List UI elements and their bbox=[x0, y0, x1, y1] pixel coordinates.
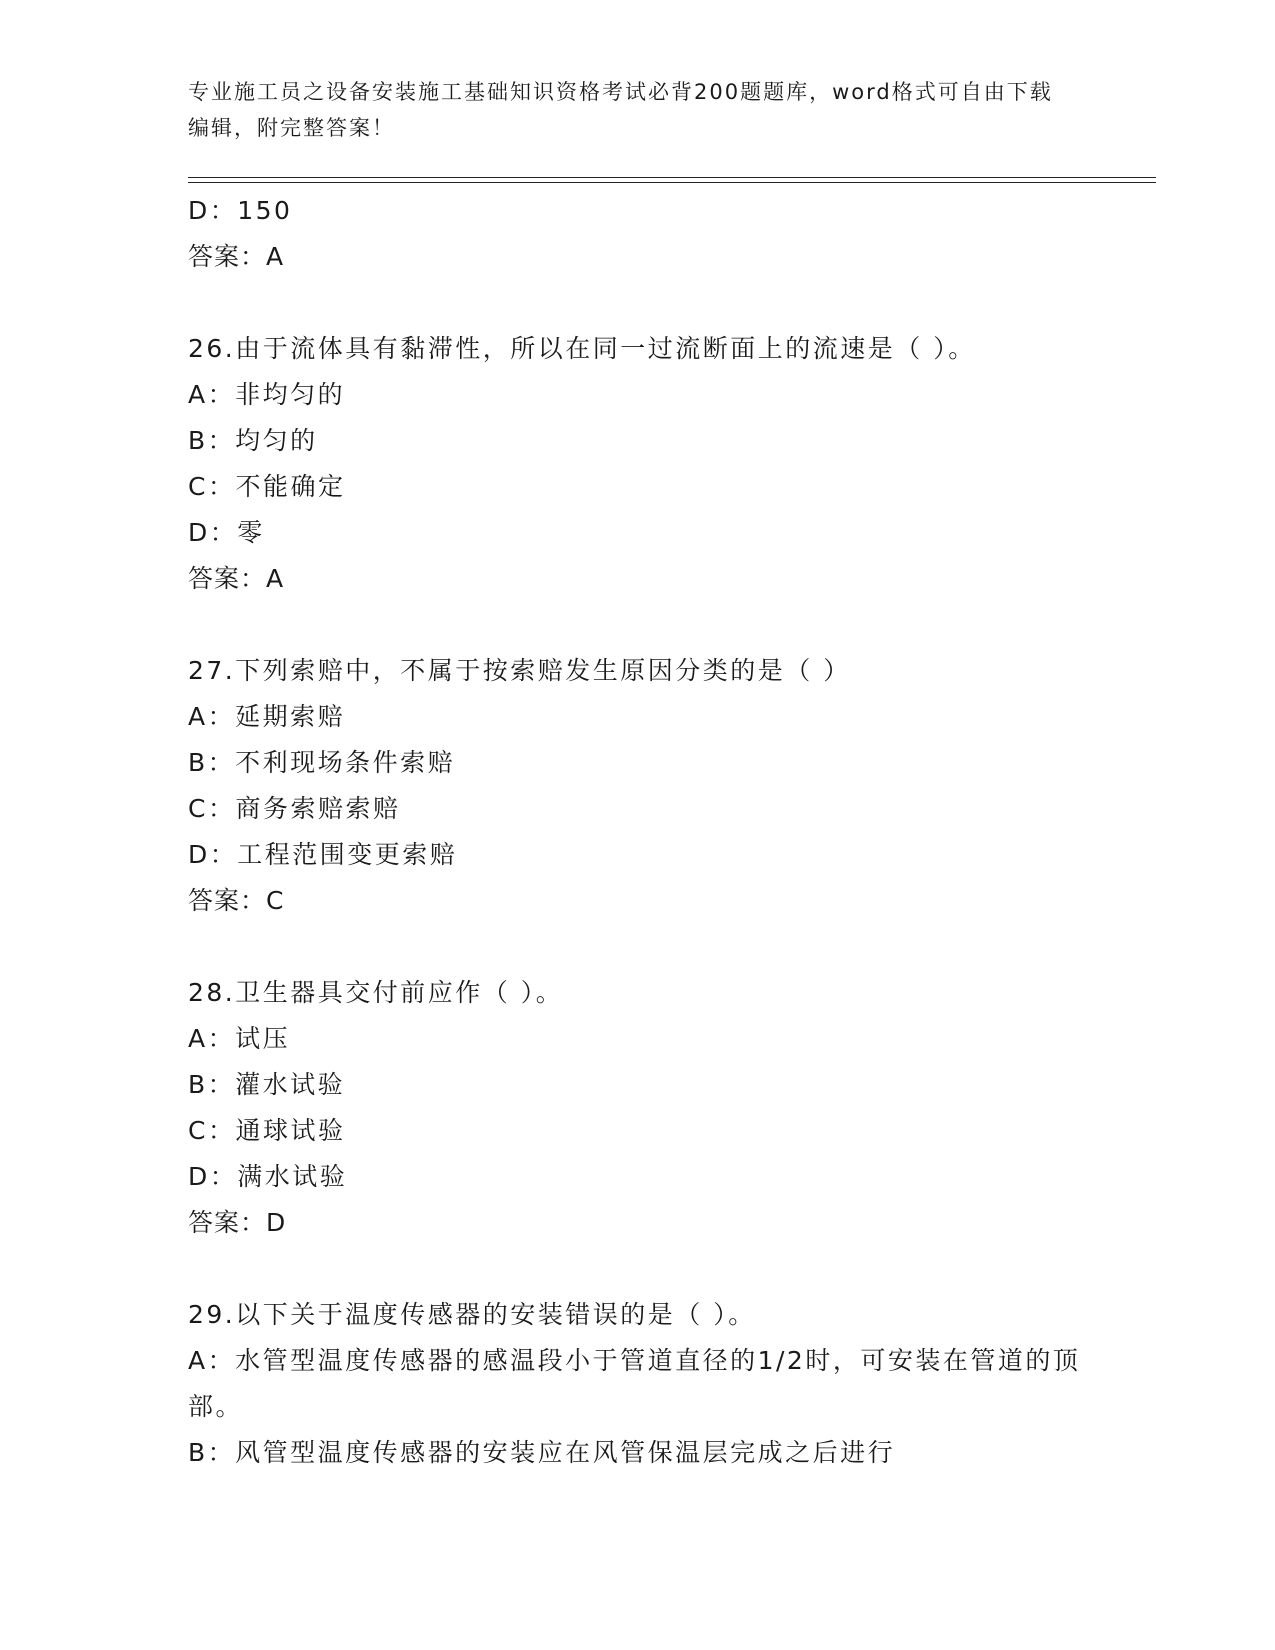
question-option: A：试压 bbox=[188, 1024, 291, 1053]
document-header bbox=[188, 74, 1068, 146]
question-option: D：满水试验 bbox=[188, 1162, 348, 1191]
question-stem: 29.以下关于温度传感器的安装错误的是（ ）。 bbox=[188, 1300, 756, 1329]
question-option: C：通球试验 bbox=[188, 1116, 346, 1145]
question-option: A：水管型温度传感器的感温段小于管道直径的1/2时，可安装在管道的顶部。 bbox=[188, 1346, 1081, 1421]
question-option: B：均匀的 bbox=[188, 426, 318, 455]
option-d-fragment: D：150 bbox=[188, 196, 293, 225]
question-option: C：商务索赔索赔 bbox=[188, 794, 401, 823]
header-divider-top bbox=[188, 177, 1156, 178]
question-option: D：零 bbox=[188, 518, 265, 547]
answer-line: 答案：C bbox=[188, 886, 285, 915]
question-option: D：工程范围变更索赔 bbox=[188, 840, 458, 869]
question-option: B：灌水试验 bbox=[188, 1070, 346, 1099]
question-stem: 26.由于流体具有黏滞性，所以在同一过流断面上的流速是（ ）。 bbox=[188, 334, 976, 363]
question-list bbox=[188, 188, 1088, 1476]
question-stem: 28.卫生器具交付前应作（ ）。 bbox=[188, 978, 564, 1007]
spacer bbox=[188, 924, 1088, 970]
question-option: A：非均匀的 bbox=[188, 380, 346, 409]
question-stem: 27.下列索赔中，不属于按索赔发生原因分类的是（ ） bbox=[188, 656, 851, 685]
question-option: B：不利现场条件索赔 bbox=[188, 748, 456, 777]
answer-line: 答案：D bbox=[188, 1208, 287, 1237]
spacer bbox=[188, 602, 1088, 648]
spacer bbox=[188, 1246, 1088, 1292]
document-title: 专业施工员之设备安装施工基础知识资格考试必背200题题库，word格式可自由下载编辑，附完整答案！ bbox=[188, 80, 1053, 140]
spacer bbox=[188, 280, 1088, 326]
answer-line: 答案：A bbox=[188, 242, 285, 271]
question-option: A：延期索赔 bbox=[188, 702, 346, 731]
answer-line: 答案：A bbox=[188, 564, 285, 593]
header-divider-bottom bbox=[188, 182, 1156, 183]
question-option: B：风管型温度传感器的安装应在风管保温层完成之后进行 bbox=[188, 1438, 896, 1467]
question-option: C：不能确定 bbox=[188, 472, 346, 501]
